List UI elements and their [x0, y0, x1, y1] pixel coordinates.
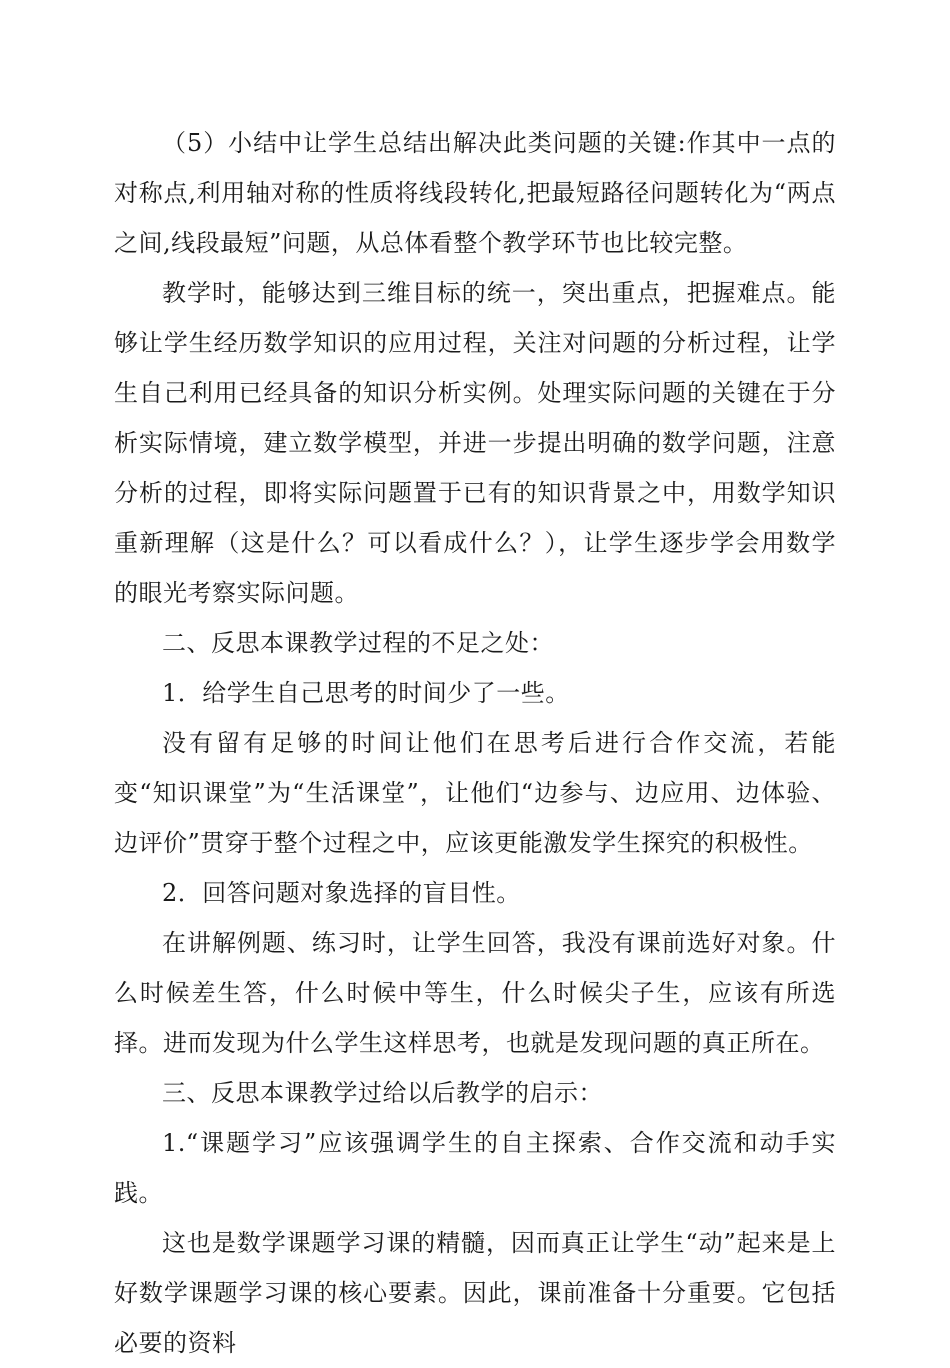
item-heading-project-learning: 1.“课题学习”应该强调学生的自主探索、合作交流和动手实践。: [114, 1129, 836, 1207]
item-heading-answer-selection: 2．回答问题对象选择的盲目性。: [162, 879, 521, 907]
section-heading-shortcomings: 二、反思本课教学过程的不足之处：: [162, 629, 554, 657]
section-heading-inspiration: 三、反思本课教学过给以后教学的启示：: [162, 1079, 603, 1107]
paragraph-thinking-time: 没有留有足够的时间让他们在思考后进行合作交流，若能变“知识课堂”为“生活课堂”，让他们“边参与、边应用、边体验、边评价”贯穿于整个过程之中，应该更能激发学生探究的积极性。: [114, 729, 836, 857]
paragraph-summary-key-point: （5）小结中让学生总结出解决此类问题的关键:作其中一点的对称点,利用轴对称的性质将线段转化,把最短路径问题转化为“两点之间,线段最短”问题，从总体看整个教学环节也比较完整。: [114, 129, 836, 257]
paragraph-project-learning: 这也是数学课题学习课的精髓，因而真正让学生“动”起来是上好数学课题学习课的核心要素。因此，课前准备十分重要。它包括必要的资料: [114, 1229, 836, 1357]
paragraph-teaching-goals: 教学时，能够达到三维目标的统一，突出重点，把握难点。能够让学生经历数学知识的应用过程，关注对问题的分析过程，让学生自己利用已经具备的知识分析实例。处理实际问题的关键在于分析实际情境，建立数学模型，并进一步提出明确的数学问题，注意分析的过程，即将实际问题置于已有的知识背景之中，用数学知识重新理解（这是什么？可以看成什么？），让学生逐步学会用数学的眼光考察实际问题。: [114, 279, 836, 607]
paragraph-answer-selection: 在讲解例题、练习时，让学生回答，我没有课前选好对象。什么时候差生答，什么时候中等生，什么时候尖子生，应该有所选择。进而发现为什么学生这样思考，也就是发现问题的真正所在。: [114, 929, 836, 1057]
item-heading-thinking-time: 1．给学生自己思考的时间少了一些。: [162, 679, 570, 707]
document-body: [114, 118, 836, 1368]
